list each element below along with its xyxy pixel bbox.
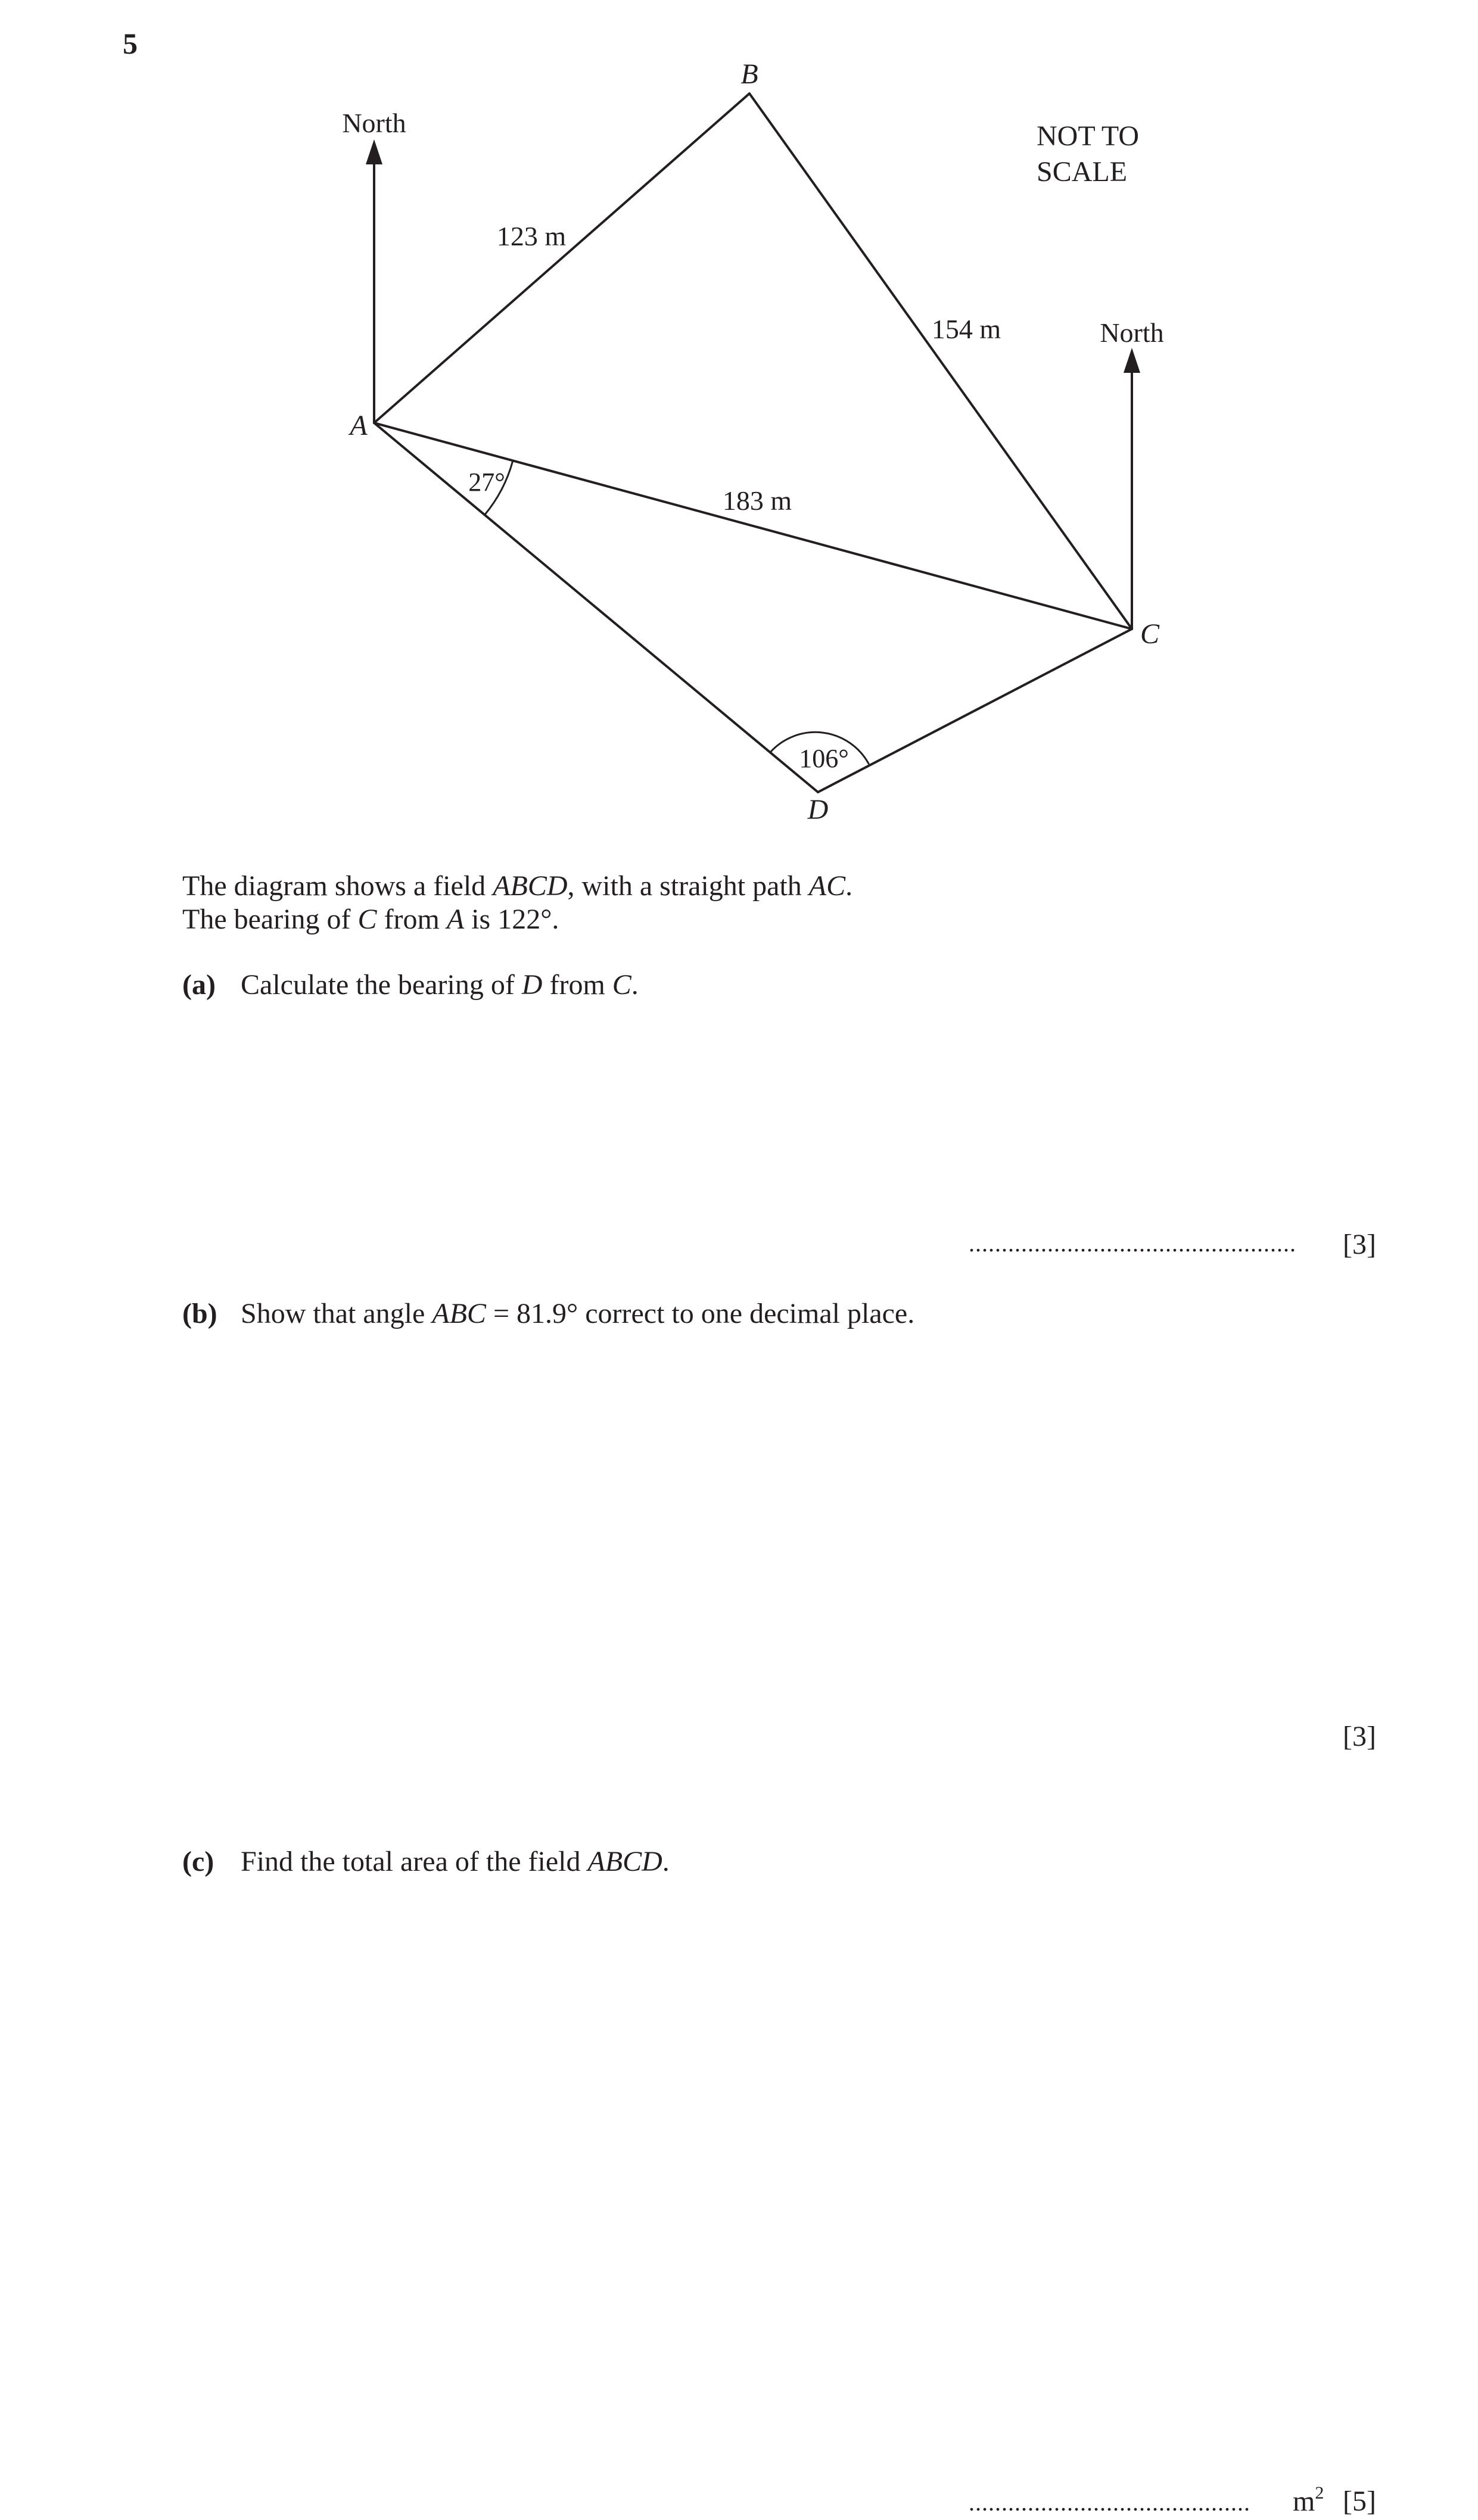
part-a-marks: [3] (1343, 1229, 1376, 1260)
field-diagram (0, 0, 1478, 846)
question-number: 5 (123, 27, 138, 60)
side-ab (374, 94, 749, 423)
area-unit: m (1293, 2485, 1315, 2517)
north-arrow-head-a (366, 139, 382, 164)
vertex-label-a: A (350, 410, 368, 441)
part-b-text: = 81.9° correct to one decimal place. (486, 1298, 915, 1329)
field-name: ABCD (493, 870, 568, 902)
point-a: A (446, 904, 465, 935)
part-b-text: Show that angle (241, 1298, 432, 1329)
part-a-text: . (631, 969, 639, 1001)
point-d: D (521, 969, 543, 1001)
not-to-scale-line2: SCALE (1037, 156, 1128, 188)
angle-abc: ABC (432, 1298, 486, 1329)
vertex-label-b: B (740, 58, 758, 90)
field-name: ABCD (587, 1846, 662, 1877)
part-a-answer-line[interactable]: .................................................. (969, 1230, 1296, 1257)
intro-text: The bearing of (182, 904, 358, 935)
vertex-label-c: C (1140, 618, 1160, 650)
intro-line-1 (182, 870, 852, 903)
path-ac (374, 423, 1132, 629)
part-c-question (182, 1845, 670, 1879)
north-arrow-head-c (1124, 348, 1140, 373)
length-ab: 123 m (496, 221, 567, 251)
part-b-question (182, 1297, 914, 1331)
north-label-a: North (342, 108, 406, 138)
part-b-marks: [3] (1343, 1721, 1376, 1752)
side-ad (374, 423, 818, 792)
not-to-scale-line1: NOT TO (1037, 120, 1140, 152)
part-c-text: . (662, 1846, 670, 1877)
point-c: C (612, 969, 631, 1001)
part-b-label: (b) (182, 1298, 217, 1329)
part-c-text: Find the total area of the field (241, 1846, 588, 1877)
length-ac: 183 m (722, 485, 792, 516)
intro-text: is 122°. (464, 904, 559, 935)
length-bc: 154 m (931, 314, 1001, 344)
path-name: AC (808, 870, 846, 902)
part-c-label: (c) (182, 1846, 214, 1877)
part-a-label: (a) (182, 969, 216, 1001)
part-a-text: from (542, 969, 612, 1001)
angle-label-a: 27° (468, 468, 505, 497)
part-c-unit (1293, 2483, 1324, 2517)
area-unit-power: 2 (1315, 2483, 1324, 2503)
part-a-question (182, 968, 639, 1002)
intro-text: , with a straight path (567, 870, 809, 902)
intro-text: The diagram shows a field (182, 870, 493, 902)
part-c-marks: [5] (1343, 2485, 1376, 2517)
point-c: C (357, 904, 377, 935)
side-dc (818, 629, 1132, 792)
vertex-label-d: D (807, 794, 829, 826)
intro-text: from (376, 904, 447, 935)
angle-label-d: 106° (799, 744, 849, 773)
north-label-c: North (1100, 317, 1164, 348)
intro-line-2 (182, 903, 559, 936)
part-a-text: Calculate the bearing of (241, 969, 522, 1001)
intro-text: . (845, 870, 853, 902)
